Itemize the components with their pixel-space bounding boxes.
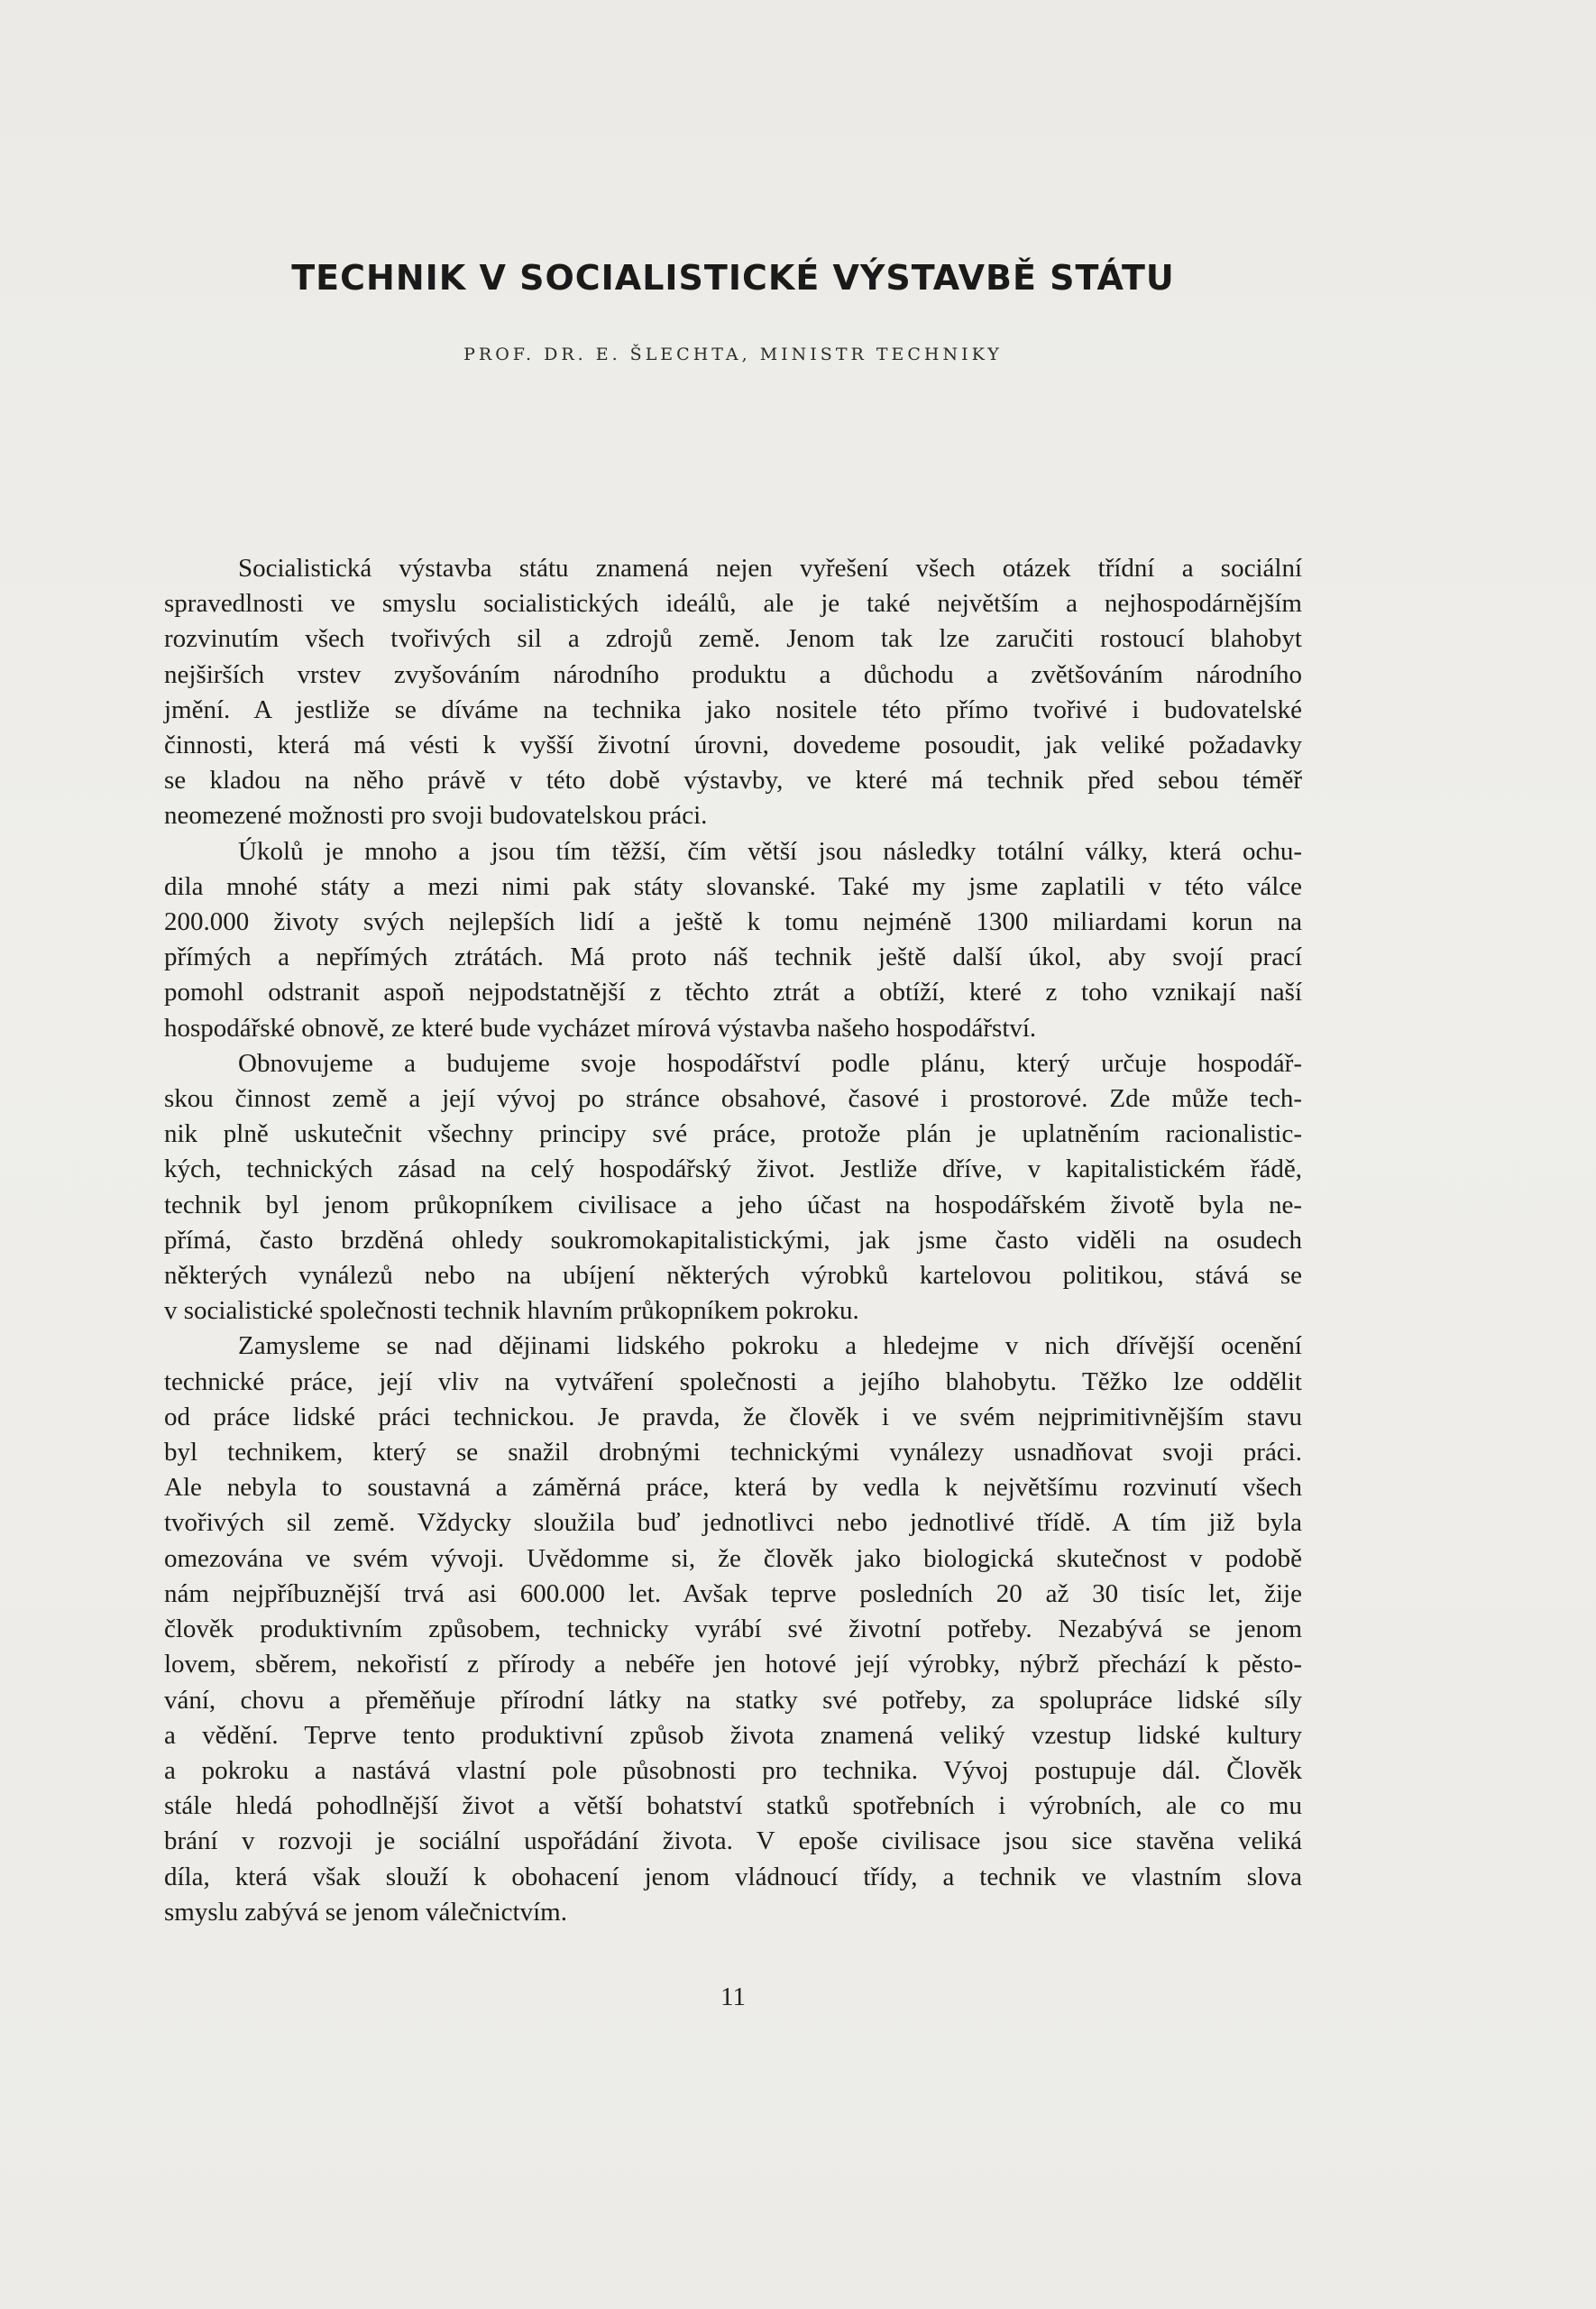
article-title: TECHNIK V SOCIALISTICKÉ VÝSTAVBĚ STÁTU xyxy=(291,258,1175,298)
text-line: Socialistická výstavba státu znamená nejen vyřešení všech otázek třídní a sociální xyxy=(238,554,1302,583)
text-line: dila mnohé státy a mezi nimi pak státy slovanské. Také my jsme zaplatili v této válce xyxy=(164,871,1302,901)
text-line: tvořivých sil země. Vždycky sloužila buď jednotlivci nebo jednotlivé třídě. A tím již byla xyxy=(164,1508,1302,1538)
article-body xyxy=(164,551,1302,1930)
text-line: neomezené možnosti pro svoji budovatelskou práci. xyxy=(164,801,708,831)
text-line: technik byl jenom průkopníkem civilisace a jeho účast na hospodářském životě byla ne- xyxy=(164,1190,1302,1219)
text-line: nejširších vrstev zvyšováním národního produktu a důchodu a zvětšováním národního xyxy=(164,659,1302,689)
text-line: technické práce, její vliv na vytváření společnosti a jejího blahobytu. Těžko lze oddělit xyxy=(164,1366,1302,1396)
text-line: smyslu zabývá se jenom válečnictvím. xyxy=(164,1897,567,1927)
text-line: a pokroku a nastává vlastní pole působnosti pro technika. Vývoj postupuje dál. Člověk xyxy=(164,1755,1302,1785)
text-line: nik plně uskutečnit všechny principy své práce, protože plán je uplatněním racionalistic- xyxy=(164,1119,1302,1149)
text-line: přímých a nepřímých ztrátách. Má proto náš technik ještě další úkol, aby svojí prací xyxy=(164,943,1302,972)
paragraph xyxy=(164,1046,1302,1329)
text-line: rozvinutím všech tvořivých sil a zdrojů země. Jenom tak lze zaručiti rostoucí blahobyt xyxy=(164,624,1302,654)
text-line: činnosti, která má vésti k vyšší životní úrovni, dovedeme posoudit, jak veliké požadavky xyxy=(164,731,1302,760)
paragraph xyxy=(164,551,1302,834)
text-line: se kladou na něho právě v této době výstavby, ve které má technik před sebou téměř xyxy=(164,766,1302,796)
text-line: jmění. A jestliže se díváme na technika jako nositele této přímo tvořivé i budovatelské xyxy=(164,695,1302,724)
text-line: hospodářské obnově, ze které bude vycházet mírová výstavba našeho hospodářství. xyxy=(164,1013,1037,1043)
text-line: Úkolů je mnoho a jsou tím těžší, čím větší jsou následky totální války, která ochu- xyxy=(238,836,1302,866)
page-number: 11 xyxy=(720,1982,746,2011)
text-line: omezována ve svém vývoji. Uvědomme si, že člověk jako biologická skutečnost v podobě xyxy=(164,1543,1302,1573)
text-line: byl technikem, který se snažil drobnými technickými vynálezy usnadňovat svoji práci. xyxy=(164,1438,1302,1467)
text-line: pomohl odstranit aspoň nejpodstatnější z těchto ztrát a obtíží, které z toho vznikají naší xyxy=(164,978,1302,1007)
text-line: od práce lidské práci technickou. Je pravda, že člověk i ve svém nejprimitivnějším stavu xyxy=(164,1402,1302,1431)
paragraph xyxy=(164,1329,1302,1929)
text-line: Zamysleme se nad dějinami lidského pokroku a hledejme v nich dřívější ocenění xyxy=(238,1331,1302,1361)
text-line: vání, chovu a přeměňuje přírodní látky na statky své potřeby, za spolupráce lidské síly xyxy=(164,1685,1302,1715)
text-line: skou činnost země a její vývoj po stránce obsahové, časové i prostorové. Zde může tech- xyxy=(164,1084,1302,1114)
text-line: nám nejpříbuznější trvá asi 600.000 let. Avšak teprve posledních 20 až 30 tisíc let, žije xyxy=(164,1578,1302,1608)
text-line: v socialistické společnosti technik hlavním průkopníkem pokroku. xyxy=(164,1296,859,1326)
text-line: Obnovujeme a budujeme svoje hospodářství podle plánu, který určuje hospodář- xyxy=(238,1048,1302,1078)
article-byline: PROF. DR. E. ŠLECHTA, MINISTR TECHNIKY xyxy=(463,345,1003,364)
text-line: Ale nebyla to soustavná a záměrná práce, která by vedla k největšímu rozvinutí všech xyxy=(164,1473,1302,1503)
paragraph xyxy=(164,834,1302,1046)
text-line: člověk produktivním způsobem, technicky vyrábí své životní potřeby. Nezabývá se jenom xyxy=(164,1614,1302,1644)
text-line: lovem, sběrem, nekořistí z přírody a nebéře jen hotové její výrobky, nýbrž přechází k pěsto- xyxy=(164,1650,1302,1679)
text-line: díla, která však slouží k obohacení jenom vládnoucí třídy, a technik ve vlastním slova xyxy=(164,1862,1302,1891)
text-line: spravedlnosti ve smyslu socialistických ideálů, ale je také největším a nejhospodárnějším xyxy=(164,589,1302,619)
text-line: brání v rozvoji je sociální uspořádání života. V epoše civilisace jsou sice stavěna veliká xyxy=(164,1826,1302,1856)
text-line: 200.000 životy svých nejlepších lidí a ještě k tomu nejméně 1300 miliardami korun na xyxy=(164,907,1302,937)
text-line: přímá, často brzděná ohledy soukromokapitalistickými, jak jsme často viděli na osudech xyxy=(164,1225,1302,1255)
text-line: a vědění. Teprve tento produktivní způsob života znamená veliký vzestup lidské kultury xyxy=(164,1720,1302,1750)
text-line: kých, technických zásad na celý hospodářský život. Jestliže dříve, v kapitalistickém řádě, xyxy=(164,1154,1302,1184)
text-line: stále hledá pohodlnější život a větší bohatství statků spotřebních i výrobních, ale co mu xyxy=(164,1791,1302,1821)
text-line: některých vynálezů nebo na ubíjení některých výrobků kartelovou politikou, stává se xyxy=(164,1261,1302,1291)
